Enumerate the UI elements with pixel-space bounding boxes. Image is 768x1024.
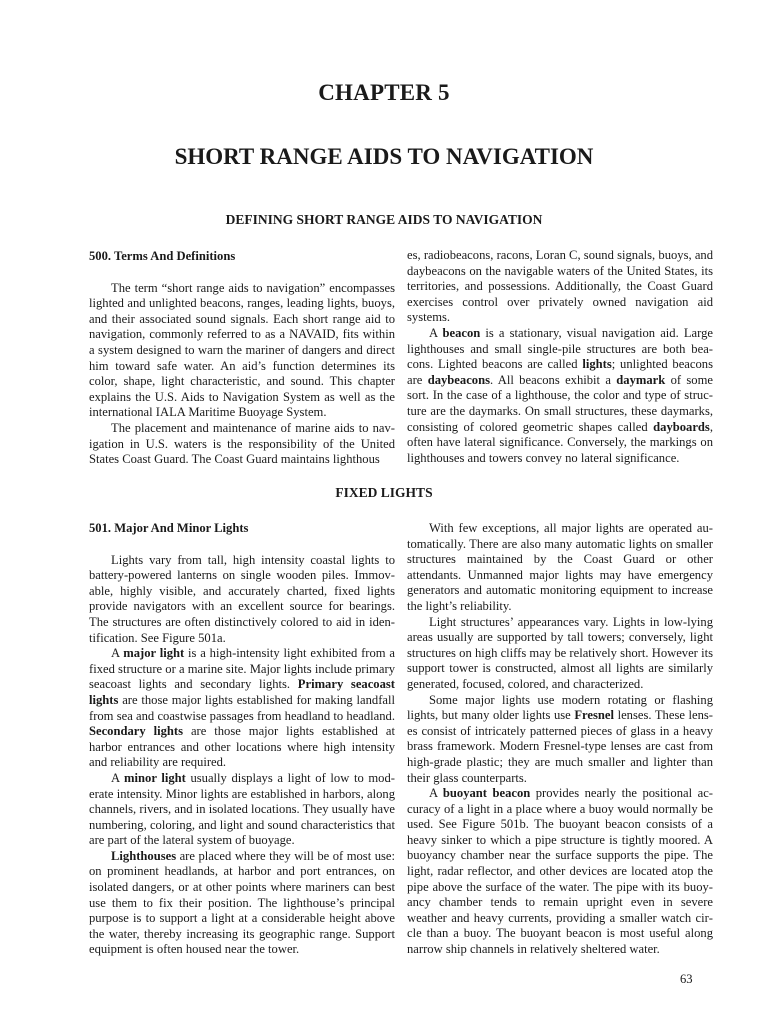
text: lenses. These lenses consist of intricately patterned pieces of glass in a heavy brass framework. Modern Fresnel-type lenses are cast from high-grade plastic; they are much smaller and lighter than their glass counterparts. — [407, 708, 713, 785]
text: are those major lights established for making landfall from sea and coastwise passages from headland to headland. — [89, 692, 395, 723]
text: is a stationary, visual navigation aid. Large lighthouses and small single-pile structures are both beacons. Lighted beacons are called — [407, 325, 713, 372]
term-major-light: major light — [123, 646, 185, 661]
text: provides nearly the positional accuracy of a light in a place where a buoy would normally be used. See Figure 501b. The buoyant beacon consists of a heavy sinker to which a pipe structure is tightly moored. A buoyancy chamber near the surface supports the pipe. The light, radar reflector, and other devices are located atop the pipe above the surface of the water. The pipe with its buoyancy chamber tends to remain upright even in severe weather and heavy currents, providing a smaller watch circle than a buoy. The buoyant beacon is most useful along narrow ship channels in relatively sheltered water. — [407, 786, 713, 957]
term-lighthouses: Lighthouses — [111, 848, 177, 863]
paragraph: Light structures’ appearances vary. Lights in low-lying areas usually are supported by tall towers; conversely, light structures on high cliffs may be relatively short. However its support tower is constructed, almost all lights are similarly generated, focused, colored, and characterized. — [407, 614, 713, 691]
term-fresnel: Fresnel — [574, 708, 614, 723]
text: is a high-intensity light exhibited from a fixed structure or a marine site. Major lights include primary seacoast lights and secondary lights. — [89, 646, 395, 692]
column-500-left — [89, 249, 395, 468]
text: A — [429, 786, 443, 801]
subsection-heading-501: 501. Major And Minor Lights — [89, 521, 249, 535]
term-secondary-lights: Secondary lights — [89, 724, 184, 739]
paragraph: The term “short range aids to navigation” encompasses lighted and unlighted beacons, ranges, leading lights, buoys, and their associated sound signals. Each short range aid to navigation, commonly referred to as a NAVAID, fits within a system designed to warn the mariner of dangers and direct him toward safe water. An aid’s function determines its color, shape, light characteristic, and sound. This chapter explains the U.S. Aids to Navigation System as well as the international IALA Maritime Buoyage System. — [89, 280, 395, 420]
term-primary-seacoast-lights: Primary seacoast lights — [89, 677, 395, 707]
paragraph-lighthouses — [89, 849, 395, 958]
subsection-heading-500: 500. Terms And Definitions — [89, 249, 236, 263]
text: are placed where they will be of most use: on prominent headlands, at harbor and port entrances, on isolated dangers, or at other points where mariners can best use them to fix their position. The lighthouse’s principal purpose is to support a light at a considerable height above the water, thereby increasing its geographic range. Support equipment is often housed near the tower. — [89, 848, 395, 957]
chapter-number: CHAPTER 5 — [318, 80, 450, 105]
term-beacon: beacon — [442, 325, 481, 340]
text: of some sort. In the case of a lighthouse, the color and type of structure are the daymarks. On small structures, these daymarks, consisting of colored geometric shapes called — [407, 372, 713, 434]
term-minor-light: minor light — [124, 770, 186, 785]
page-number: 63 — [680, 972, 693, 986]
paragraph-minor-light — [89, 771, 395, 849]
column-500-right — [407, 248, 713, 466]
column-501-right — [407, 521, 713, 958]
section-heading-fixed-lights: FIXED LIGHTS — [335, 485, 433, 500]
text: ; unlighted beacons are — [407, 357, 713, 387]
term-daymark: daymark — [616, 372, 666, 387]
paragraph-fresnel — [407, 693, 713, 787]
chapter-title: SHORT RANGE AIDS TO NAVIGATION — [174, 144, 594, 169]
term-lights: lights — [582, 357, 612, 372]
text: . All beacons exhibit a — [489, 372, 617, 387]
text: Some major lights use modern rotating or flashing lights, but many older lights use — [407, 692, 713, 723]
term-daybeacons: daybeacons — [427, 372, 490, 387]
text: A — [111, 646, 124, 661]
section-heading-defining: DEFINING SHORT RANGE AIDS TO NAVIGATION — [225, 212, 543, 227]
paragraph: Lights vary from tall, high intensity coastal lights to battery-powered lanterns on single wooden piles. Immovable, highly visible, and accurately charted, fixed lights provide navigators with an excellent source for bearings. The structures are often distinctively colored to aid in identification. See Figure 501a. — [89, 552, 395, 645]
column-501-left — [89, 521, 395, 958]
text: , often have lateral significance. Conversely, the markings on lighthouses and towers convey no lateral significance. — [407, 419, 713, 465]
paragraph-continued: es, radiobeacons, racons, Loran C, sound signals, buoys, and daybeacons on the navigable waters of the United States, its territories, and possessions. Additionally, the Coast Guard exercises control over privately owned navigation aid systems. — [407, 248, 713, 325]
text: A — [111, 770, 125, 785]
paragraph-major-light — [89, 646, 395, 771]
paragraph-beacon — [407, 326, 713, 466]
term-buoyant-beacon: buoyant beacon — [442, 786, 531, 801]
term-dayboards: dayboards — [653, 419, 710, 434]
text: are those major lights established at harbor entrances and other locations where high intensity and reliability are required. — [89, 724, 396, 770]
text: usually displays a light of low to moderate intensity. Minor lights are established in harbors, along channels, rivers, and in isolated locations. They usually have numbering, coloring, and light and sound characteristics that are part of the lateral system of buoyage. — [89, 770, 395, 848]
paragraph: The placement and maintenance of marine aids to navigation in U.S. waters is the responsibility of the United States Coast Guard. The Coast Guard maintains lighthous — [89, 420, 395, 467]
text: A — [429, 325, 443, 340]
paragraph-buoyant-beacon — [407, 786, 713, 958]
paragraph: With few exceptions, all major lights are operated automatically. There are also many automatic lights on smaller structures maintained by the Coast Guard or other attendants. Unmanned major lights may have emergency generators and automatic monitoring equipment to increase the light’s reliability. — [407, 521, 713, 613]
